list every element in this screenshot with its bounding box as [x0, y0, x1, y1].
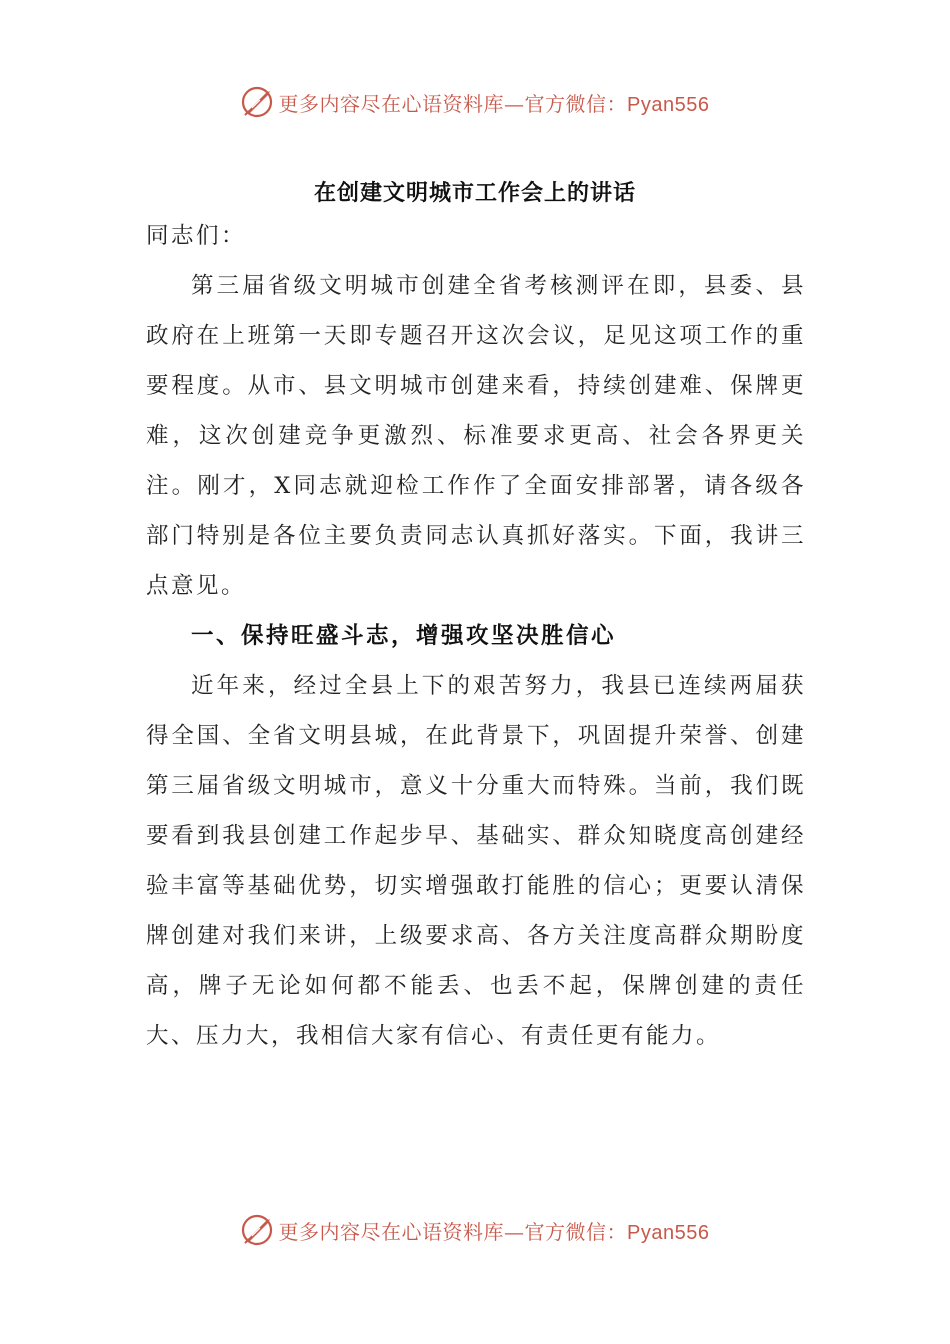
section-heading-1: 一、保持旺盛斗志，增强攻坚决胜信心	[191, 623, 617, 649]
document-title: 在创建文明城市工作会上的讲话	[313, 180, 636, 206]
footer-banner	[0, 1210, 950, 1250]
section-1-paragraph: 近年来，经过全县上下的艰苦努力，我县已连续两届获得全国、全省文明县城，在此背景下，巩固提升荣誉、创建第三届省级文明城市，意义十分重大而特殊。当前，我们既要看到我县创建工作起步早、基础实、群众知晓度高创建经验丰富等基础优势，切实增强敢打能胜的信心；更要认清保牌创建对我们来讲，上级要求高、各方关注度高群众期盼度高，牌子无论如何都不能丢、也丢不起，保牌创建的责任大、压力大，我相信大家有信心、有责任更有能力。	[146, 673, 806, 1049]
document-body	[146, 211, 806, 1061]
footer-banner-text: 更多内容尽在心语资料库—官方微信：Pyan556	[278, 1219, 710, 1244]
header-banner-text: 更多内容尽在心语资料库—官方微信：Pyan556	[278, 91, 710, 116]
footer-wechat-id: Pyan556	[627, 1221, 710, 1244]
salutation: 同志们：	[146, 223, 247, 249]
quill-pen-logo-icon	[241, 1213, 275, 1247]
header-wechat-id: Pyan556	[627, 93, 710, 116]
quill-pen-logo-icon	[241, 85, 275, 119]
header-banner	[0, 82, 950, 122]
intro-paragraph: 第三届省级文明城市创建全省考核测评在即，县委、县政府在上班第一天即专题召开这次会议，足见这项工作的重要程度。从市、县文明城市创建来看，持续创建难、保牌更难，这次创建竞争更激烈、标准要求更高、社会各界更关注。刚才，X同志就迎检工作作了全面安排部署，请各级各部门特别是各位主要负责同志认真抓好落实。下面，我讲三点意见。	[146, 273, 806, 599]
